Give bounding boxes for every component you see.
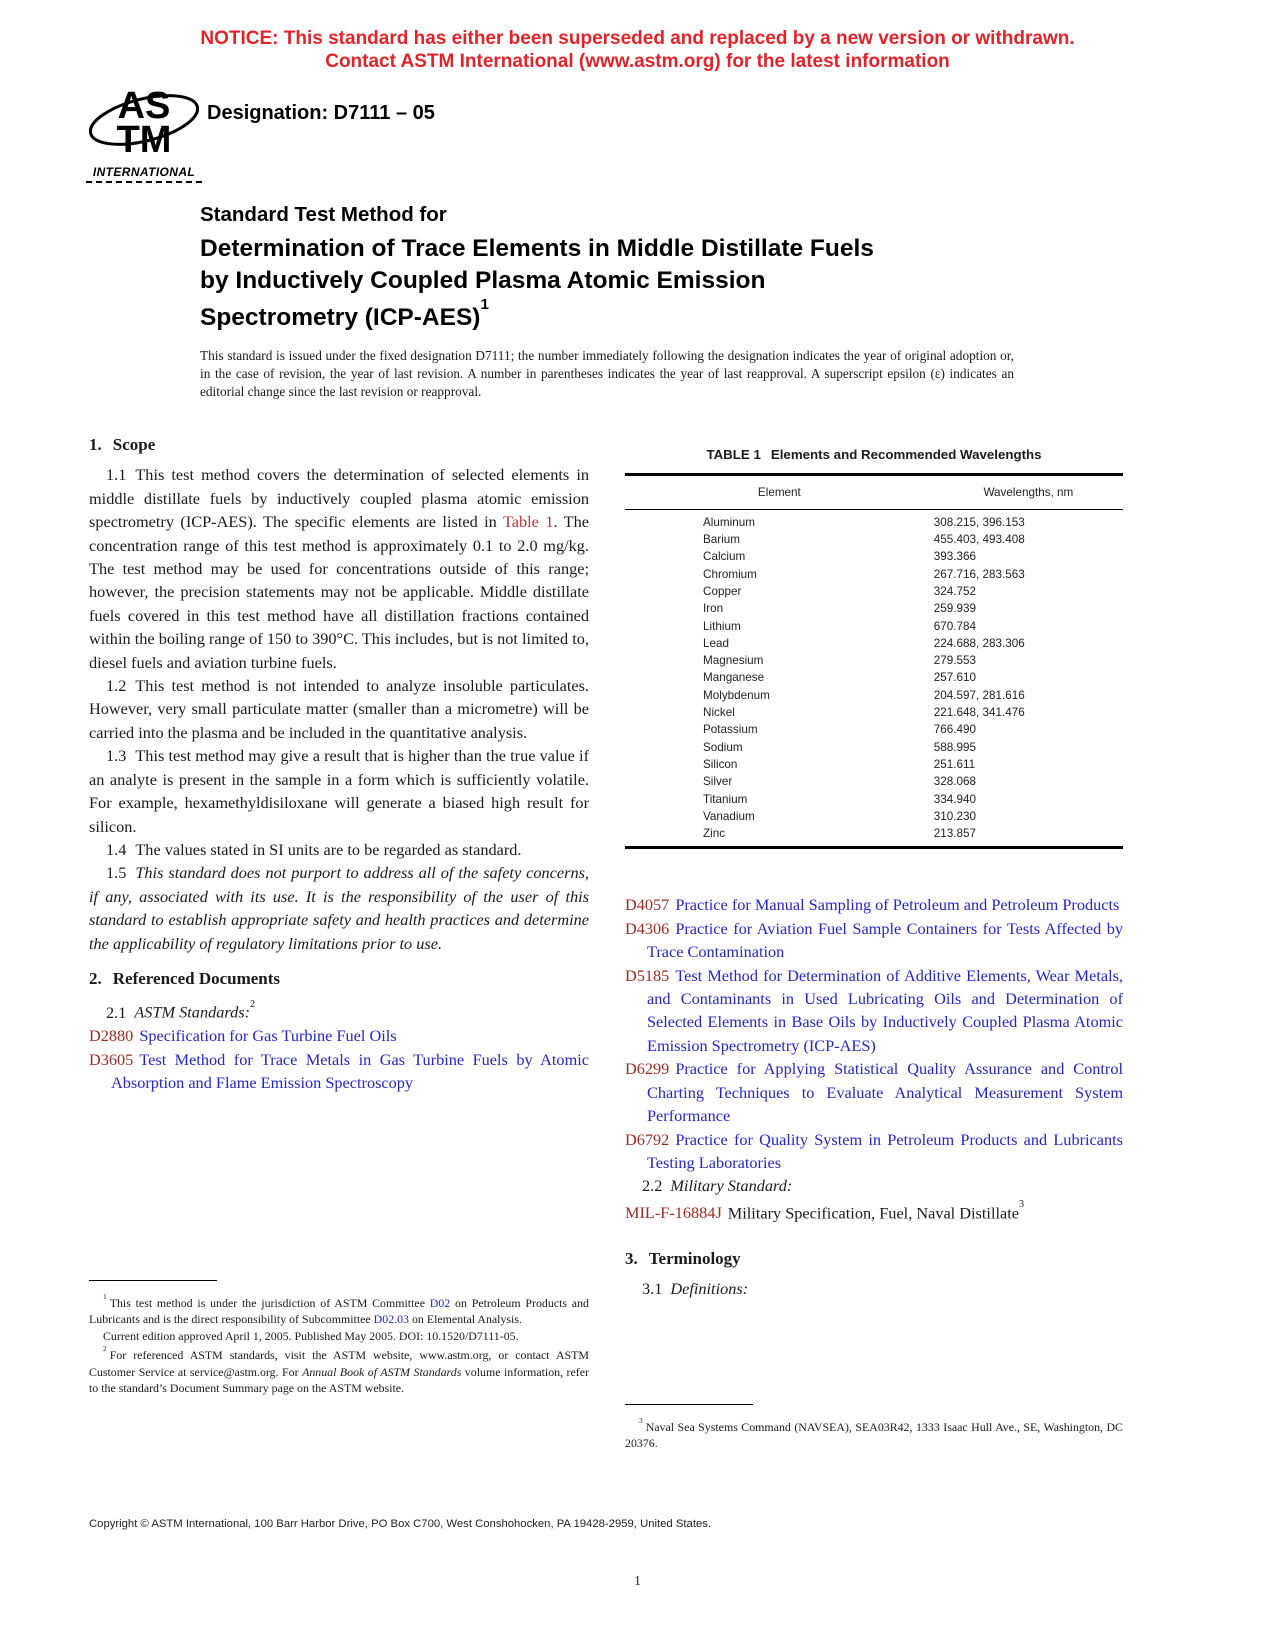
ref-title-d6299[interactable]: Practice for Applying Statistical Quality Assurance and Control Charting Techniques to Evaluate Analytical Measurement System Performance bbox=[647, 1059, 1123, 1126]
ref-code-d6792[interactable]: D6792 bbox=[625, 1129, 670, 1149]
paragraph-number: 1.4 bbox=[106, 839, 127, 859]
paragraph-number: 2.2 bbox=[642, 1176, 663, 1196]
element-cell: Silver bbox=[703, 775, 733, 789]
table-row bbox=[625, 548, 1123, 565]
section-label: Terminology bbox=[648, 1248, 741, 1268]
edition-note: Current edition approved April 1, 2005. Published May 2005. DOI: 10.1520/D7111-05. bbox=[103, 1328, 519, 1343]
title-block bbox=[200, 203, 1040, 334]
ref-code-d5185[interactable]: D5185 bbox=[625, 965, 670, 985]
astm-standards-label bbox=[89, 997, 589, 1024]
column-header-element: Element bbox=[625, 475, 934, 509]
element-cell: Lithium bbox=[703, 619, 741, 633]
footnote-3 bbox=[625, 1416, 1123, 1452]
title-footnote-ref: 1 bbox=[480, 296, 489, 314]
column-header-wavelengths: Wavelengths, nm bbox=[934, 475, 1123, 509]
reference-entry-d2880 bbox=[89, 1024, 589, 1047]
footnote-1-marker: 1 bbox=[103, 1291, 107, 1301]
definitions-text: Definitions: bbox=[670, 1278, 749, 1298]
wavelength-cell: 257.610 bbox=[933, 671, 976, 685]
paragraph-text: This standard does not purport to address all of the safety concerns, if any, associated with its use. It is the responsibility of the user of this standard to establish appropriate safety and health practices and determine the applicability of regulatory limitations prior to use. bbox=[89, 863, 589, 953]
subcommittee-d02-03-link[interactable]: D02.03 bbox=[373, 1312, 409, 1327]
paragraph-number: 3.1 bbox=[642, 1278, 663, 1298]
table-1 bbox=[625, 473, 1123, 849]
paragraph-1-1 bbox=[89, 463, 589, 674]
paragraph-number: 2.1 bbox=[106, 1002, 127, 1022]
table-row bbox=[625, 566, 1123, 583]
footnotes-right bbox=[625, 1404, 1123, 1452]
table-row bbox=[625, 756, 1123, 773]
wavelength-cell: 334.940 bbox=[933, 792, 976, 806]
paragraph-number: 1.3 bbox=[106, 746, 127, 766]
element-cell: Silicon bbox=[703, 757, 738, 771]
wavelength-cell: 204.597, 281.616 bbox=[933, 688, 1025, 702]
table-row bbox=[625, 721, 1123, 738]
table-row bbox=[625, 808, 1123, 825]
footnote-separator bbox=[89, 1280, 217, 1281]
scope-heading bbox=[89, 433, 589, 456]
ref-code-mil-f-16884j[interactable]: MIL-F-16884J bbox=[625, 1203, 722, 1223]
military-standard-text: Military Standard: bbox=[670, 1176, 793, 1196]
page-number: 1 bbox=[634, 1573, 641, 1588]
wavelength-cell: 324.752 bbox=[933, 585, 976, 598]
element-cell: Potassium bbox=[703, 723, 758, 737]
table-1-title bbox=[625, 443, 1123, 466]
right-column bbox=[625, 425, 1123, 1300]
table-row bbox=[625, 583, 1123, 600]
reference-entry-d4306 bbox=[625, 917, 1123, 964]
wavelength-cell: 393.366 bbox=[933, 550, 976, 564]
element-cell: Iron bbox=[703, 602, 724, 616]
element-cell: Titanium bbox=[703, 792, 748, 806]
footnote-1 bbox=[89, 1292, 589, 1328]
copyright-line: Copyright © ASTM International, 100 Barr Harbor Drive, PO Box C700, West Conshohocken, PA 19428-2959, United States. bbox=[89, 1518, 712, 1530]
reference-entry-d3605 bbox=[89, 1048, 589, 1095]
footnote-text: on Elemental Analysis. bbox=[409, 1312, 522, 1327]
wavelength-cell: 310.230 bbox=[933, 809, 976, 823]
footnote-ref-2: 2 bbox=[250, 998, 256, 1010]
table-1-caption: Elements and Recommended Wavelengths bbox=[770, 447, 1042, 462]
element-cell: Zinc bbox=[703, 827, 726, 841]
element-cell: Copper bbox=[703, 585, 742, 598]
logo-text-bottom: TM bbox=[116, 119, 172, 160]
footnote-text: This test method is under the jurisdiction of ASTM Committee bbox=[109, 1295, 430, 1310]
ref-title-d4306[interactable]: Practice for Aviation Fuel Sample Containers for Tests Affected by Trace Contamination bbox=[647, 918, 1123, 962]
wavelength-cell: 259.939 bbox=[933, 602, 976, 616]
footnote-3-marker: 3 bbox=[639, 1415, 643, 1425]
paragraph-1-2 bbox=[89, 674, 589, 744]
referenced-documents-heading bbox=[89, 967, 589, 990]
reference-entry-mil-f-16884j bbox=[625, 1198, 1123, 1225]
wavelength-cell: 251.611 bbox=[933, 757, 976, 771]
footnote-ref-3: 3 bbox=[1018, 1199, 1025, 1211]
ref-title-d6792[interactable]: Practice for Quality System in Petroleum Products and Lubricants Testing Laboratories bbox=[647, 1129, 1123, 1172]
title-line-3 bbox=[200, 296, 1040, 334]
wavelength-cell: 328.068 bbox=[933, 775, 976, 789]
table-row bbox=[625, 531, 1123, 548]
element-cell: Molybdenum bbox=[703, 688, 770, 702]
table-row bbox=[625, 652, 1123, 669]
element-cell: Barium bbox=[703, 533, 741, 547]
table-row bbox=[625, 773, 1123, 790]
footnote-2-marker: 2 bbox=[103, 1344, 107, 1354]
paragraph-number: 1.5 bbox=[106, 863, 127, 883]
withdrawal-notice bbox=[0, 27, 1275, 73]
wavelength-cell: 670.784 bbox=[933, 619, 976, 633]
wavelength-cell: 588.995 bbox=[933, 740, 976, 754]
ref-code-d6299[interactable]: D6299 bbox=[625, 1059, 670, 1079]
wavelength-cell: 766.490 bbox=[933, 723, 976, 737]
wavelength-cell: 224.688, 283.306 bbox=[933, 636, 1025, 650]
paragraph-text: The values stated in SI units are to be regarded as standard. bbox=[135, 839, 522, 859]
table-row bbox=[625, 669, 1123, 686]
title-line-3-text: Spectrometry (ICP-AES) bbox=[200, 304, 481, 332]
footnote-separator bbox=[625, 1404, 753, 1405]
footnote-text: volume information, refer to the standard’s Document Summary page on the ASTM website. bbox=[89, 1364, 589, 1396]
table-row bbox=[625, 618, 1123, 635]
paragraph-number: 1.2 bbox=[106, 676, 127, 696]
scope-heading-number: 1. bbox=[89, 435, 102, 454]
notice-line-2: Contact ASTM International (www.astm.org) for the latest information bbox=[325, 51, 950, 72]
ref-title-d3605[interactable]: Test Method for Trace Metals in Gas Turbine Fuels by Atomic Absorption and Flame Emission Spectroscopy bbox=[111, 1049, 589, 1092]
element-cell: Vanadium bbox=[703, 809, 755, 823]
element-cell: Nickel bbox=[703, 706, 735, 720]
paragraph-text: This test method may give a result that is higher than the true value if an analyte is present in the sample in a form which is sufficiently volatile. For example, hexamethyldisiloxane will generate a biased high result for silicon. bbox=[89, 746, 589, 836]
reference-entry-d6299 bbox=[625, 1057, 1123, 1127]
section-number: 3. bbox=[625, 1248, 638, 1268]
title-line-1: Determination of Trace Elements in Middle Distillate Fuels bbox=[200, 235, 874, 262]
ref-code-d4057[interactable]: D4057 bbox=[625, 895, 670, 915]
table-header-row bbox=[625, 475, 1123, 509]
reference-entry-d6792 bbox=[625, 1128, 1123, 1175]
astm-logo bbox=[86, 80, 202, 183]
footnote-text: on Petroleum Products and Lubricants and is the direct responsibility of Subcommittee bbox=[89, 1295, 589, 1327]
footnotes-left bbox=[89, 1280, 589, 1397]
ref-title-d5185[interactable]: Test Method for Determination of Additive Elements, Wear Metals, and Contaminants in Used Lubricating Oils and Determination of Selected Elements in Base Oils by Inductively Coupled Plasma Atomic Emission Spectrometry (ICP-AES) bbox=[647, 965, 1123, 1055]
committee-d02-link[interactable]: D02 bbox=[429, 1295, 451, 1310]
paragraph-1-4 bbox=[89, 838, 589, 861]
wavelength-cell: 213.857 bbox=[933, 827, 976, 841]
table-row bbox=[625, 687, 1123, 704]
table-1-label: TABLE 1 bbox=[706, 447, 761, 462]
paragraph-text: This test method is not intended to analyze insoluble particulates. However, very small particulate matter (smaller than a micrometre) will be carried into the plasma and be included in the quantitative analysis. bbox=[89, 676, 589, 742]
paragraph-number: 1.1 bbox=[106, 465, 127, 485]
element-cell: Chromium bbox=[703, 567, 757, 581]
table-row bbox=[625, 704, 1123, 721]
footnote-text: For referenced ASTM standards, visit the ASTM website, www.astm.org, or contact ASTM Customer Service at service@astm.org. For bbox=[89, 1348, 589, 1379]
logo-text-top: AS bbox=[117, 85, 171, 127]
terminology-heading bbox=[625, 1247, 1123, 1270]
logo-subtext: INTERNATIONAL bbox=[86, 165, 202, 183]
element-cell: Calcium bbox=[703, 550, 746, 564]
astm-standards-text: ASTM Standards: bbox=[134, 1002, 250, 1022]
ref-title-d4057[interactable]: Practice for Manual Sampling of Petroleum and Petroleum Products bbox=[675, 895, 1120, 915]
references-continued bbox=[625, 893, 1123, 1224]
military-standard-label bbox=[625, 1174, 1123, 1197]
definitions-label bbox=[625, 1277, 1123, 1300]
wavelength-cell: 221.648, 341.476 bbox=[933, 706, 1025, 720]
wavelength-cell: 279.553 bbox=[933, 654, 976, 668]
annual-book-title: Annual Book of ASTM Standards bbox=[302, 1364, 462, 1379]
element-cell: Aluminum bbox=[703, 515, 755, 529]
section-label: Referenced Documents bbox=[112, 968, 281, 988]
ref-code-d2880[interactable]: D2880 bbox=[89, 1026, 134, 1046]
ref-title-d2880[interactable]: Specification for Gas Turbine Fuel Oils bbox=[139, 1026, 397, 1046]
paragraph-text: This test method covers the determination of selected elements in middle distillate fuels by inductively coupled plasma atomic emission spectrometry (ICP-AES). The specific elements are listed in bbox=[89, 465, 589, 532]
reference-entry-d5185 bbox=[625, 964, 1123, 1058]
scope-heading-label: Scope bbox=[112, 435, 156, 454]
title-prefix: Standard Test Method for bbox=[200, 203, 447, 226]
left-column bbox=[89, 425, 589, 1094]
table-row bbox=[625, 635, 1123, 652]
ref-title-mil-f-16884j: Military Specification, Fuel, Naval Distillate bbox=[727, 1203, 1019, 1223]
element-cell: Manganese bbox=[703, 671, 765, 685]
table-row bbox=[625, 791, 1123, 808]
wavelength-cell: 267.716, 283.563 bbox=[933, 567, 1025, 581]
table-row bbox=[625, 509, 1123, 531]
element-cell: Magnesium bbox=[703, 654, 764, 668]
ref-code-d4306[interactable]: D4306 bbox=[625, 918, 670, 938]
notice-line-1: NOTICE: This standard has either been superseded and replaced by a new version or withdrawn. bbox=[200, 28, 1075, 49]
footnote-2 bbox=[89, 1344, 589, 1396]
title-line-2: by Inductively Coupled Plasma Atomic Emission bbox=[200, 266, 766, 294]
table-1-link[interactable]: Table 1 bbox=[502, 512, 554, 532]
table-row bbox=[625, 825, 1123, 848]
astm-logo-mark bbox=[86, 80, 202, 160]
table-row bbox=[625, 739, 1123, 756]
wavelength-cell: 455.403, 493.408 bbox=[933, 533, 1025, 547]
ref-code-d3605[interactable]: D3605 bbox=[89, 1049, 134, 1069]
paragraph-1-3 bbox=[89, 744, 589, 838]
paragraph-text: . The concentration range of this test method is approximately 0.1 to 2.0 mg/kg. The test method may be used for concentrations outside of this range; however, the precision statements may not be applicable. Middle distillate fuels covered in this test method have all distillation fractions contained within the boiling range of 150 to 390°C. This includes, but is not limited to, diesel fuels and aviation turbine fuels. bbox=[89, 512, 589, 672]
element-cell: Sodium bbox=[703, 740, 743, 754]
section-number: 2. bbox=[89, 968, 102, 988]
designation: Designation: D7111 – 05 bbox=[207, 102, 435, 124]
footnote-text: Naval Sea Systems Command (NAVSEA), SEA03R42, 1333 Isaac Hull Ave., SE, Washington, DC 20376. bbox=[625, 1419, 1123, 1451]
paragraph-1-5 bbox=[89, 861, 589, 955]
wavelength-cell: 308.215, 396.153 bbox=[933, 515, 1025, 529]
issuing-statement: This standard is issued under the fixed designation D7111; the number immediately following the designation indicates the year of original adoption or, in the case of revision, the year of last revision. A number in parentheses indicates the year of last reapproval. A superscript epsilon (ε) indicates an editorial change since the last revision or reapproval. bbox=[200, 348, 1014, 399]
element-cell: Lead bbox=[703, 636, 730, 650]
table-row bbox=[625, 600, 1123, 617]
reference-entry-d4057 bbox=[625, 893, 1123, 916]
